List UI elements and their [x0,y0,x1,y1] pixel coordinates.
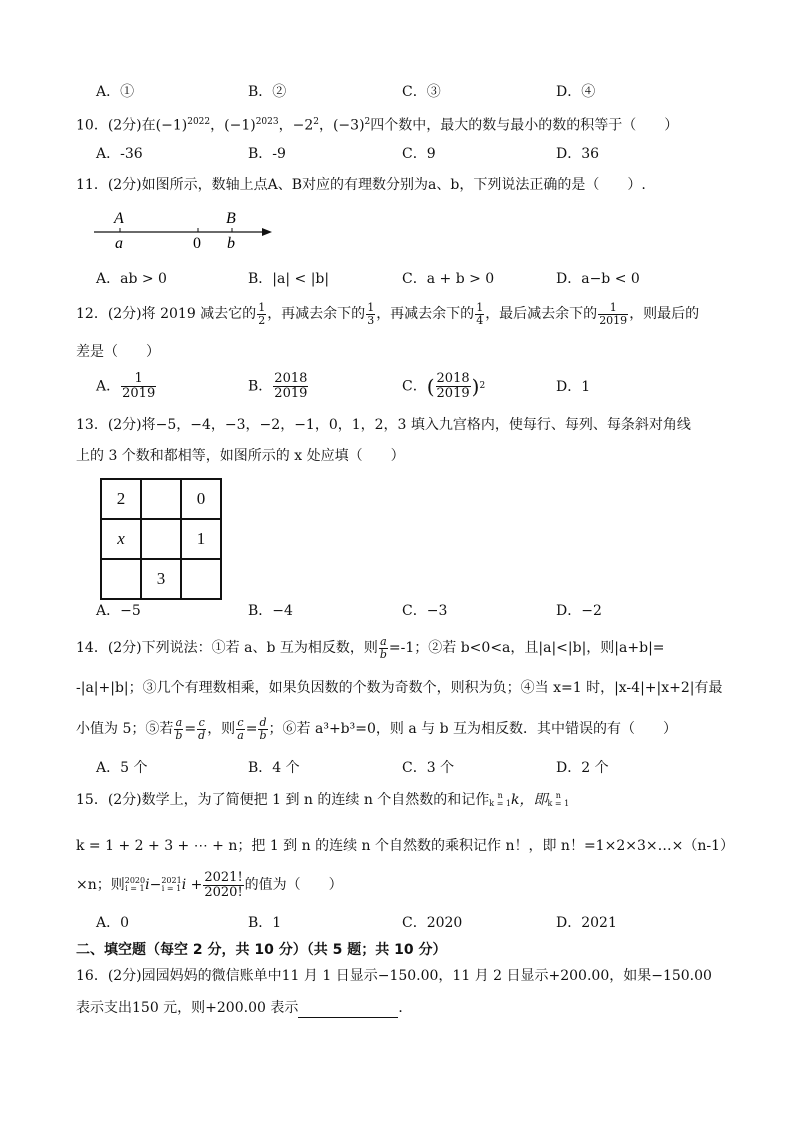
grid-cell: 1 [181,519,221,559]
q10-option-c[interactable]: C．9 [402,146,436,162]
magic-square-grid [100,478,222,600]
q10-term: (−1) [155,117,188,134]
q11-question: 11．(2分)如图所示，数轴上点A、B对应的有理数分别为a、b，下列说法正确的是（ ）. [76,177,646,193]
q15-question: 15．(2分)数学上，为了简便把 1 到 n 的连续 n 个自然数的和记作 n k = 1 k，即 n k = 1 [76,791,570,808]
q10-option-b[interactable]: B．-9 [248,146,286,162]
q10-term: ，(−1) [210,117,256,134]
q12-option-b[interactable]: B． $\frac{2018}{2019}$ [248,371,308,401]
q15-option-c[interactable]: C．2020 [402,915,463,931]
q13-question: 13．(2分)将−5，−4，−3，−2，−1，0，1，2，3 填入九宫格内，使每行、每列、每条斜对角线 [76,417,691,433]
q9-option-b[interactable]: B．② [248,84,287,100]
q10-text: 四个数中，最大的数与最小的数的积等于（ ） [370,117,679,134]
q13-option-d[interactable]: D．−2 [556,603,602,619]
q14-question-line3: 小值为 5；⑤若 $\frac{a}{b}$ = $\frac{c}{d}$ ，则 $\frac{c}{a}$ = $\frac{d}{b}$ ；⑥若 a³+b³=0，则 a 与 b 互为相反数．其中错误的有（ ） [76,715,677,742]
q16-question-line2: 表示支出150 元，则+200.00 表示 ． [76,1000,413,1016]
q12-option-d[interactable]: D．1 [556,379,591,395]
fraction: $\frac{1}{2}$ [258,300,266,327]
q10-exp: 2 [364,117,371,127]
q10-prefix: 10．(2分)在 [76,117,156,134]
grid-cell [141,479,181,519]
q10-exp: 2 [313,117,319,127]
q13-option-a[interactable]: A．−5 [96,603,141,619]
q15-question-line3: ×n；则 2020 i = 1 i− 2021 i = 1 i + $\frac{2021!}{2020!}$ 的值为（ ） [76,869,343,900]
q12-question-line2: 差是（ ） [76,344,160,360]
q14-option-a[interactable]: A．5 个 [96,760,148,776]
q13-option-b[interactable]: B．−4 [248,603,293,619]
fraction: $\frac{1}{4}$ [476,300,484,327]
q10-exp: 2023 [255,117,279,127]
section-heading: 二、填空题（每空 2 分，共 10 分）（共 5 题；共 10 分） [76,942,447,958]
q14-option-b[interactable]: B．4 个 [248,760,300,776]
q14-question: 14．(2分)下列说法：①若 a、b 互为相反数，则 $\frac{a}{b}$ =-1；②若 b<0<a，且|a|<|b|，则|a+b|= [76,634,665,661]
q11-option-b[interactable]: B．|a| < |b| [248,271,330,287]
answer-blank[interactable] [298,1003,398,1018]
q12-option-a[interactable]: A． $\frac{1}{2019}$ [96,371,156,401]
grid-cell [141,519,181,559]
q14-option-d[interactable]: D．2 个 [556,760,609,776]
q15-option-a[interactable]: A．0 [96,915,130,931]
q10-term: ，−2 [278,117,314,134]
q11-option-a[interactable]: A．ab > 0 [96,271,167,287]
q12-text: 12．(2分)将 2019 减去它的 [76,306,257,322]
q12-text: ，再减去余下的 [267,306,366,322]
q10-option-a[interactable]: A．-36 [96,146,143,162]
zero-label: 0 [193,235,201,252]
grid-cell [181,559,221,599]
q12-text: ，再减去余下的 [376,306,475,322]
q12-text: ，最后减去余下的 [485,306,598,322]
q10-term: ，(−3) [318,117,365,134]
q10-exp: 2022 [187,117,211,127]
grid-cell: 2 [101,479,141,519]
point-a-label: A [114,210,124,227]
q14-question-line2: -|a|+|b|；③几个有理数相乘，如果负因数的个数为奇数个，则积为负；④当 x=1 时，|x-4|+|x+2|有最 [76,680,723,696]
q9-option-a[interactable]: A．① [96,84,135,100]
q9-option-d[interactable]: D．④ [556,84,596,100]
grid-cell: 3 [141,559,181,599]
q12-question [76,300,699,328]
q12-text: ，则最后的 [629,306,700,322]
fraction: $\frac{1}{2019}$ [599,300,628,327]
q11-option-d[interactable]: D．a−b < 0 [556,271,640,287]
value-a-label: a [115,235,123,252]
q13-question-line2: 上的 3 个数和都相等，如图所示的 x 处应填（ ） [76,448,405,464]
arrow-icon [262,228,272,236]
q10-question [76,112,678,136]
grid-cell [101,559,141,599]
grid-cell: x [101,519,141,559]
fraction: $\frac{1}{3}$ [367,300,375,327]
value-b-label: b [227,235,235,252]
q15-option-b[interactable]: B．1 [248,915,282,931]
number-line-figure [90,206,280,254]
q16-question: 16．(2分)园园妈妈的微信账单中11 月 1 日显示−150.00，11 月 2 日显示+200.00，如果−150.00 [76,968,712,984]
q15-question-line2: k = 1 + 2 + 3 + ⋯ + n；把 1 到 n 的连续 n 个自然数的乘积记作 n！，即 n！=1×2×3×…×（n-1） [76,838,734,854]
q9-option-c[interactable]: C．③ [402,84,441,100]
q12-option-c[interactable]: C．( $\frac{2018}{2019}$ )$^2$ [402,371,486,401]
q10-option-d[interactable]: D．36 [556,146,600,162]
point-b-label: B [226,210,236,227]
grid-cell: 0 [181,479,221,519]
q15-option-d[interactable]: D．2021 [556,915,617,931]
q13-option-c[interactable]: C．−3 [402,603,448,619]
q11-option-c[interactable]: C．a + b > 0 [402,271,495,287]
q14-option-c[interactable]: C．3 个 [402,760,455,776]
